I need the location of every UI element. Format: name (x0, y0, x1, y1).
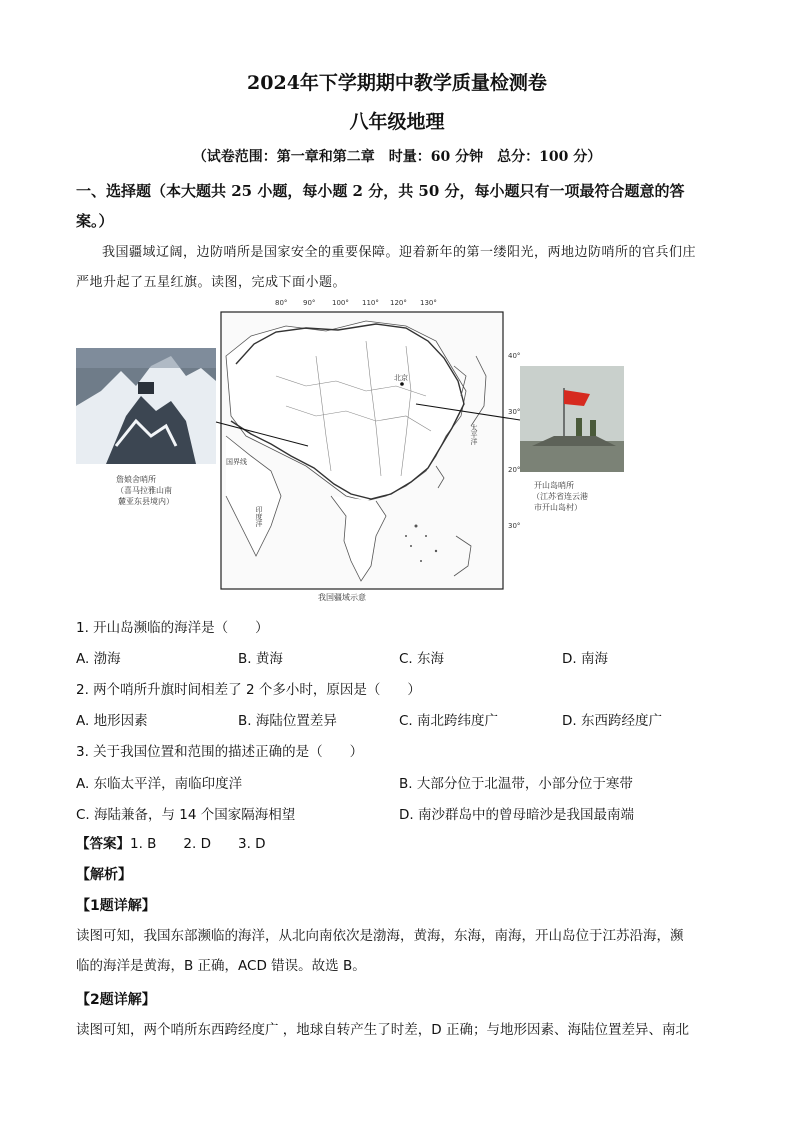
lat-label: 30° (508, 522, 521, 530)
intro-line2: 严地升起了五星红旗。读图，完成下面小题。 (76, 275, 347, 290)
lat-label: 40° (508, 352, 521, 360)
question-1-option-a[interactable]: A. 渤海 (76, 651, 121, 667)
right-post-photo (520, 366, 624, 472)
border-label: 国界线 (226, 458, 247, 466)
lon-label: 90° (303, 299, 316, 307)
exam-title: 2024年下学期期中教学质量检测卷 (247, 72, 547, 94)
q1-explanation-line2: 临的海洋是黄海，B 正确，ACD 错误。故选 B。 (76, 958, 366, 974)
intro-line1: 我国疆域辽阔，边防哨所是国家安全的重要保障。迎着新年的第一缕阳光，两地边防哨所的官兵们庄 (102, 245, 697, 260)
question-3-option-c[interactable]: C. 海陆兼备，与 14 个国家隔海相望 (76, 807, 296, 823)
q1-explanation-line1: 读图可知，我国东部濒临的海洋，从北向南依次是渤海，黄海，东海，南海，开山岛位于江苏沿海，濒 (76, 928, 684, 944)
right-caption-title: 开山岛哨所 (534, 481, 574, 490)
indian-ocean-label: 印度洋 (255, 506, 263, 527)
question-2-stem: 2. 两个哨所升旗时间相差了 2 个多小时，原因是（ ） (76, 682, 421, 698)
border-map-figure (76, 296, 636, 606)
question-1-option-c[interactable]: C. 东海 (399, 651, 445, 667)
question-2-option-d[interactable]: D. 东西跨经度广 (562, 713, 662, 729)
lon-label: 80° (275, 299, 288, 307)
q2-explanation-line1: 读图可知，两个哨所东西跨经度广 ，地球自转产生了时差，D 正确；与地形因素、海陆位置差异、南北 (76, 1022, 689, 1038)
lat-label: 30° (508, 408, 521, 416)
q2-explanation-heading: 【2题详解】 (76, 992, 156, 1008)
question-1-option-d[interactable]: D. 南海 (562, 651, 608, 667)
left-caption-title: 詹娘舍哨所 (116, 475, 156, 484)
right-caption-line3: 市开山岛村） (534, 503, 582, 512)
q2-explanation (76, 1015, 716, 1045)
left-caption-line2: （喜马拉雅山南 (116, 486, 172, 495)
answer-line (76, 832, 266, 852)
section-heading (76, 176, 716, 236)
section-heading-line1: 一、选择题（本大题共 25 小题，每小题 2 分，共 50 分，每小题只有一项最符合题意的答 (76, 182, 685, 200)
right-caption-line2: （江苏省连云港 (532, 492, 588, 501)
question-3-option-a[interactable]: A. 东临太平洋，南临印度洋 (76, 776, 243, 792)
map-caption: 我国疆域示意 (318, 593, 366, 602)
exam-subtitle: 八年级地理 (349, 111, 445, 133)
q1-explanation (76, 921, 716, 981)
left-caption-line3: 麓亚东县境内） (118, 497, 174, 506)
section-heading-line2: 案。） (76, 212, 114, 230)
question-3-option-b[interactable]: B. 大部分位于北温带，小部分位于寒带 (399, 776, 633, 792)
question-2-option-c[interactable]: C. 南北跨纬度广 (399, 713, 499, 729)
question-2-option-b[interactable]: B. 海陆位置差异 (238, 713, 337, 729)
q1-explanation-heading: 【1题详解】 (76, 898, 156, 914)
lat-label: 20° (508, 466, 521, 474)
question-1-stem: 1. 开山岛濒临的海洋是（ ） (76, 620, 269, 636)
lon-label: 130° (420, 299, 437, 307)
beijing-marker (400, 382, 404, 386)
beijing-label: 北京 (394, 374, 408, 382)
question-2-option-a[interactable]: A. 地形因素 (76, 713, 148, 729)
answer-label: 【答案】 (76, 836, 130, 852)
lon-label: 100° (332, 299, 349, 307)
pacific-label: 太平洋 (470, 424, 478, 445)
lon-label: 110° (362, 299, 379, 307)
question-3-option-d[interactable]: D. 南沙群岛中的曾母暗沙是我国最南端 (399, 807, 634, 823)
answer-values: 1. B 2. D 3. D (130, 836, 266, 852)
intro-paragraph (76, 238, 721, 298)
analysis-label: 【解析】 (76, 867, 132, 883)
question-3-stem: 3. 关于我国位置和范围的描述正确的是（ ） (76, 744, 364, 760)
lon-label: 120° (390, 299, 407, 307)
question-1-option-b[interactable]: B. 黄海 (238, 651, 283, 667)
left-post-photo (76, 348, 216, 464)
exam-scope: （试卷范围：第一章和第二章 时量：60 分钟 总分：100 分） (192, 149, 602, 165)
